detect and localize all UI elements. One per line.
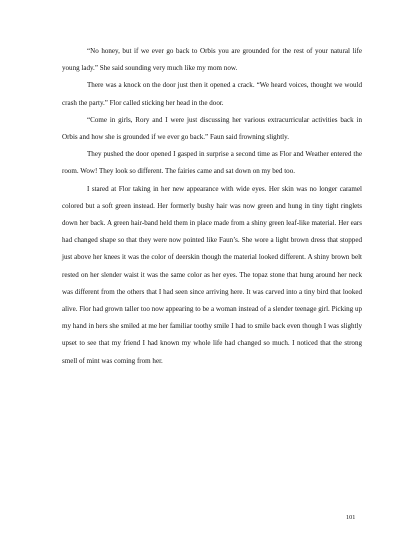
paragraph-1: “No honey, but if we ever go back to Orbis you are grounded for the rest of your natural life young lady.” She said sounding very much like my mom now. — [62, 47, 362, 73]
paragraph-5: I stared at Flor taking in her new appearance with wide eyes. Her skin was no longer caramel colored but a soft green instead. Her formerly bushy hair was now green and hung in tiny tight ringlets down her back. A green hair-band held them in place made from a shiny green leaf-like material. Her ears had changed shape so that they were now pointed like Faun’s. She wore a light brown dress that stopped just above her knees it was the color of deerskin though the material looked different. A shiny brown belt rested on her slender waist it was the same color as her eyes. The topaz stone that hung around her neck was different from the others that I had seen since arriving here. It was carved into a tiny bird that looked alive. Flor had grown taller too now appearing to be a woman instead of a slender teenage girl. Picking up my hand in hers she smiled at me her familiar toothy smile I had to smile back even though I was slightly upset to see that my friend I had known my whole life had changed so much. I noticed that the strong smell of mint was coming from her. — [62, 184, 362, 365]
paragraph-4: They pushed the door opened I gasped in surprise a second time as Flor and Weather entered the room. Wow! They look so different. The fairies came and sat down on my bed too. — [62, 150, 362, 176]
page-number: 101 — [346, 514, 356, 521]
paragraph-2: There was a knock on the door just then it opened a crack. “We heard voices, thought we would crash the party.” Flor called sticking her head in the door. — [62, 81, 362, 107]
body-text — [62, 43, 362, 370]
paragraph-3: “Come in girls, Rory and I were just discussing her various extracurricular activities back in Orbis and how she is grounded if we ever go back.” Faun said frowning slightly. — [62, 115, 362, 142]
